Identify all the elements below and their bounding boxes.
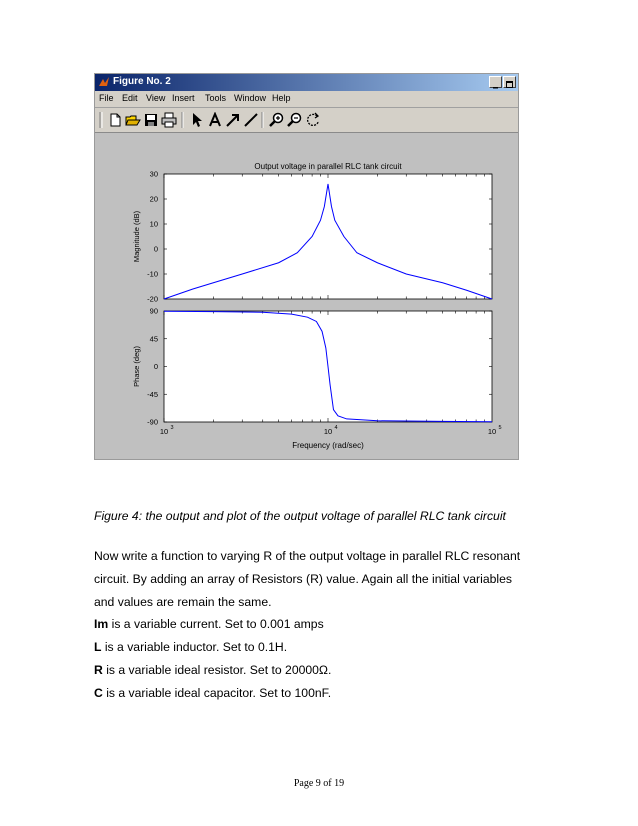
minimize-button[interactable] xyxy=(489,76,502,88)
definition-text: is a variable ideal capacitor. Set to 100nF. xyxy=(102,686,332,700)
definition-term: C xyxy=(94,686,103,700)
menu-bar xyxy=(95,91,518,108)
rotate-icon[interactable] xyxy=(305,112,321,128)
zoom-out-icon[interactable] xyxy=(287,112,303,128)
definition-term: L xyxy=(94,640,102,654)
matlab-logo-icon xyxy=(98,76,110,88)
window-titlebar[interactable] xyxy=(95,74,518,91)
paragraph-line-1: Now write a function to varying R of the output voltage in parallel RLC resonant xyxy=(94,549,521,563)
pointer-icon[interactable] xyxy=(189,112,205,128)
x-tick-label: 10 xyxy=(323,427,333,436)
toolbar-grip xyxy=(99,111,103,129)
open-icon[interactable] xyxy=(125,112,141,128)
arrow-icon[interactable] xyxy=(225,112,241,128)
definition-l xyxy=(94,640,287,654)
definition-text: is a variable ideal resistor. Set to 20000Ω. xyxy=(102,663,332,677)
zoom-in-icon[interactable] xyxy=(269,112,285,128)
figure-plot-area xyxy=(95,134,518,459)
page-footer: Page 9 of 19 xyxy=(293,778,345,789)
y-tick-label: 10 xyxy=(149,219,158,229)
matlab-figure-window xyxy=(94,73,519,460)
y-tick-label: 20 xyxy=(149,194,158,204)
print-icon[interactable] xyxy=(161,112,177,128)
y-axis-label: Phase (deg) xyxy=(132,346,141,387)
toolbar-separator xyxy=(181,111,185,129)
y-axis-label: Magnitude (dB) xyxy=(132,210,141,263)
definition-r xyxy=(94,663,331,677)
minimize-icon xyxy=(490,80,501,90)
paragraph-line-2: circuit. By adding an array of Resistors (R) value. Again all the initial variables xyxy=(94,572,512,586)
x-tick-exponent: 5 xyxy=(498,425,502,431)
y-tick-label: -90 xyxy=(147,417,158,427)
window-title: Figure No. 2 xyxy=(113,76,171,87)
new-icon[interactable] xyxy=(107,112,123,128)
y-tick-label: 90 xyxy=(149,306,158,316)
y-tick-label: 0 xyxy=(153,244,158,254)
definition-text: is a variable inductor. Set to 0.1H. xyxy=(101,640,288,654)
magnitude-axes xyxy=(132,162,492,304)
menu-insert[interactable]: Insert xyxy=(172,93,195,103)
x-axis-label: Frequency (rad/sec) xyxy=(292,441,364,450)
maximize-button[interactable] xyxy=(503,76,516,88)
chart-title: Output voltage in parallel RLC tank circuit xyxy=(254,162,402,171)
y-tick-label: 45 xyxy=(149,334,158,344)
x-tick-label: 10 xyxy=(159,427,169,436)
y-tick-label: 0 xyxy=(153,362,158,371)
definition-term: Im xyxy=(94,617,109,631)
toolbar xyxy=(95,108,518,133)
x-tick-exponent: 4 xyxy=(334,425,338,431)
y-tick-label: -10 xyxy=(147,269,158,279)
y-tick-label: -45 xyxy=(147,389,158,399)
menu-edit[interactable]: Edit xyxy=(122,93,138,103)
definition-c xyxy=(94,686,331,700)
maximize-icon xyxy=(504,80,515,90)
y-tick-label: 30 xyxy=(149,169,158,179)
text-icon[interactable] xyxy=(207,112,223,128)
paragraph-line-3: and values are remain the same. xyxy=(94,595,272,609)
x-tick-label: 10 xyxy=(487,427,497,436)
save-icon[interactable] xyxy=(143,112,159,128)
definition-text: is a variable current. Set to 0.001 amps xyxy=(108,617,324,631)
menu-tools[interactable]: Tools xyxy=(205,93,227,103)
menu-help[interactable]: Help xyxy=(272,93,291,103)
y-tick-label: -20 xyxy=(147,294,158,304)
line-icon[interactable] xyxy=(243,112,259,128)
definition-im xyxy=(94,617,324,631)
x-tick-exponent: 3 xyxy=(170,425,174,431)
toolbar-separator xyxy=(261,111,265,129)
menu-window[interactable]: Window xyxy=(234,93,267,103)
menu-view[interactable]: View xyxy=(146,93,166,103)
figure-caption: Figure 4: the output and plot of the output voltage of parallel RLC tank circuit xyxy=(94,509,506,523)
axes-box xyxy=(164,174,492,299)
definition-term: R xyxy=(94,663,103,677)
phase-axes xyxy=(132,307,502,451)
menu-file[interactable]: File xyxy=(99,93,114,103)
